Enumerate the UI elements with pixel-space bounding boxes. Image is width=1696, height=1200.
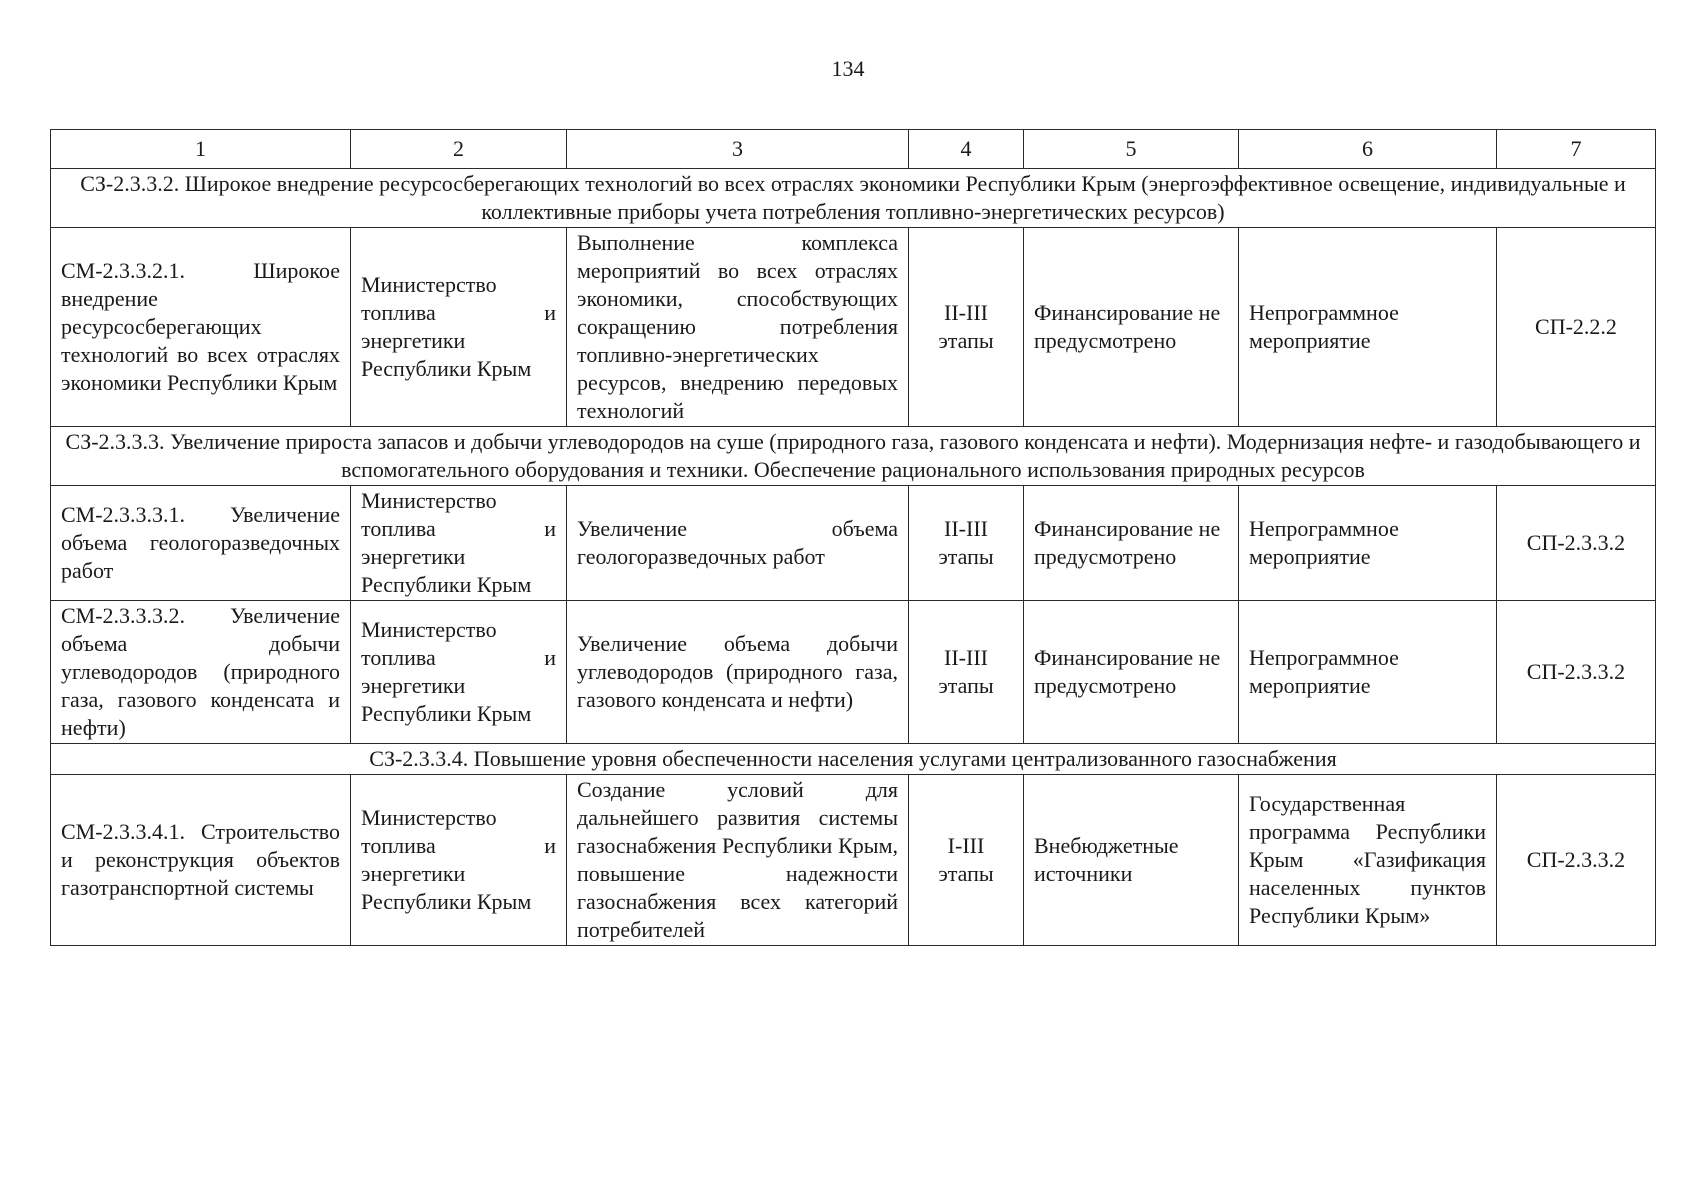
code-cell: СП-2.2.2: [1497, 228, 1656, 427]
result-cell: Увеличение объема геологоразведочных работ: [567, 486, 909, 601]
executor-cell: Министерство топлива и энергетики Республики Крым: [351, 601, 567, 744]
section-row: [51, 744, 1656, 775]
program-cell: Непрограммное мероприятие: [1239, 601, 1497, 744]
stage-cell: II-III этапы: [909, 601, 1024, 744]
measure-cell: СМ-2.3.3.3.1. Увеличение объема геологоразведочных работ: [51, 486, 351, 601]
section-title: СЗ-2.3.3.4. Повышение уровня обеспеченности населения услугами централизованного газоснабжения: [51, 744, 1656, 775]
financing-cell: Финансирование не предусмотрено: [1024, 486, 1239, 601]
stage-cell: II-III этапы: [909, 486, 1024, 601]
result-cell: Выполнение комплекса мероприятий во всех отраслях экономики, способствующих сокращению потребления топливно-энергетических ресурсов, внедрению передовых технологий: [567, 228, 909, 427]
column-header: 7: [1497, 130, 1656, 169]
column-number-row: [51, 130, 1656, 169]
measures-table: [50, 129, 1656, 946]
column-header: 4: [909, 130, 1024, 169]
program-cell: Непрограммное мероприятие: [1239, 486, 1497, 601]
section-title: СЗ-2.3.3.2. Широкое внедрение ресурсосберегающих технологий во всех отраслях экономики Республики Крым (энергоэффективное освещение, индивидуальные и коллективные приборы учета потребления топливно-энергетических ресурсов): [51, 169, 1656, 228]
code-cell: СП-2.3.3.2: [1497, 601, 1656, 744]
table-row: [51, 775, 1656, 946]
executor-cell: Министерство топлива и энергетики Республики Крым: [351, 486, 567, 601]
column-header: 6: [1239, 130, 1497, 169]
column-header: 2: [351, 130, 567, 169]
result-cell: Создание условий для дальнейшего развития системы газоснабжения Республики Крым, повышение надежности газоснабжения всех категорий потребителей: [567, 775, 909, 946]
section-title: СЗ-2.3.3.3. Увеличение прироста запасов и добычи углеводородов на суше (природного газа, газового конденсата и нефти). Модернизация нефте- и газодобывающего и вспомогательного оборудования и техники. Обеспечение рационального использования природных ресурсов: [51, 427, 1656, 486]
code-cell: СП-2.3.3.2: [1497, 775, 1656, 946]
code-cell: СП-2.3.3.2: [1497, 486, 1656, 601]
program-cell: Государственная программа Республики Крым «Газификация населенных пунктов Республики Крым»: [1239, 775, 1497, 946]
table-row: [51, 486, 1656, 601]
measure-cell: СМ-2.3.3.2.1. Широкое внедрение ресурсосберегающих технологий во всех отраслях экономики Республики Крым: [51, 228, 351, 427]
column-header: 5: [1024, 130, 1239, 169]
executor-cell: Министерство топлива и энергетики Республики Крым: [351, 228, 567, 427]
program-cell: Непрограммное мероприятие: [1239, 228, 1497, 427]
column-header: 1: [51, 130, 351, 169]
measure-cell: СМ-2.3.3.3.2. Увеличение объема добычи углеводородов (природного газа, газового конденсата и нефти): [51, 601, 351, 744]
financing-cell: Финансирование не предусмотрено: [1024, 228, 1239, 427]
section-row: [51, 169, 1656, 228]
stage-cell: II-III этапы: [909, 228, 1024, 427]
page-number: 134: [831, 56, 865, 81]
column-header: 3: [567, 130, 909, 169]
financing-cell: Внебюджетные источники: [1024, 775, 1239, 946]
measure-cell: СМ-2.3.3.4.1. Строительство и реконструкция объектов газотранспортной системы: [51, 775, 351, 946]
executor-cell: Министерство топлива и энергетики Республики Крым: [351, 775, 567, 946]
table-row: [51, 601, 1656, 744]
result-cell: Увеличение объема добычи углеводородов (природного газа, газового конденсата и нефти): [567, 601, 909, 744]
section-row: [51, 427, 1656, 486]
financing-cell: Финансирование не предусмотрено: [1024, 601, 1239, 744]
stage-cell: I-III этапы: [909, 775, 1024, 946]
table-row: [51, 228, 1656, 427]
